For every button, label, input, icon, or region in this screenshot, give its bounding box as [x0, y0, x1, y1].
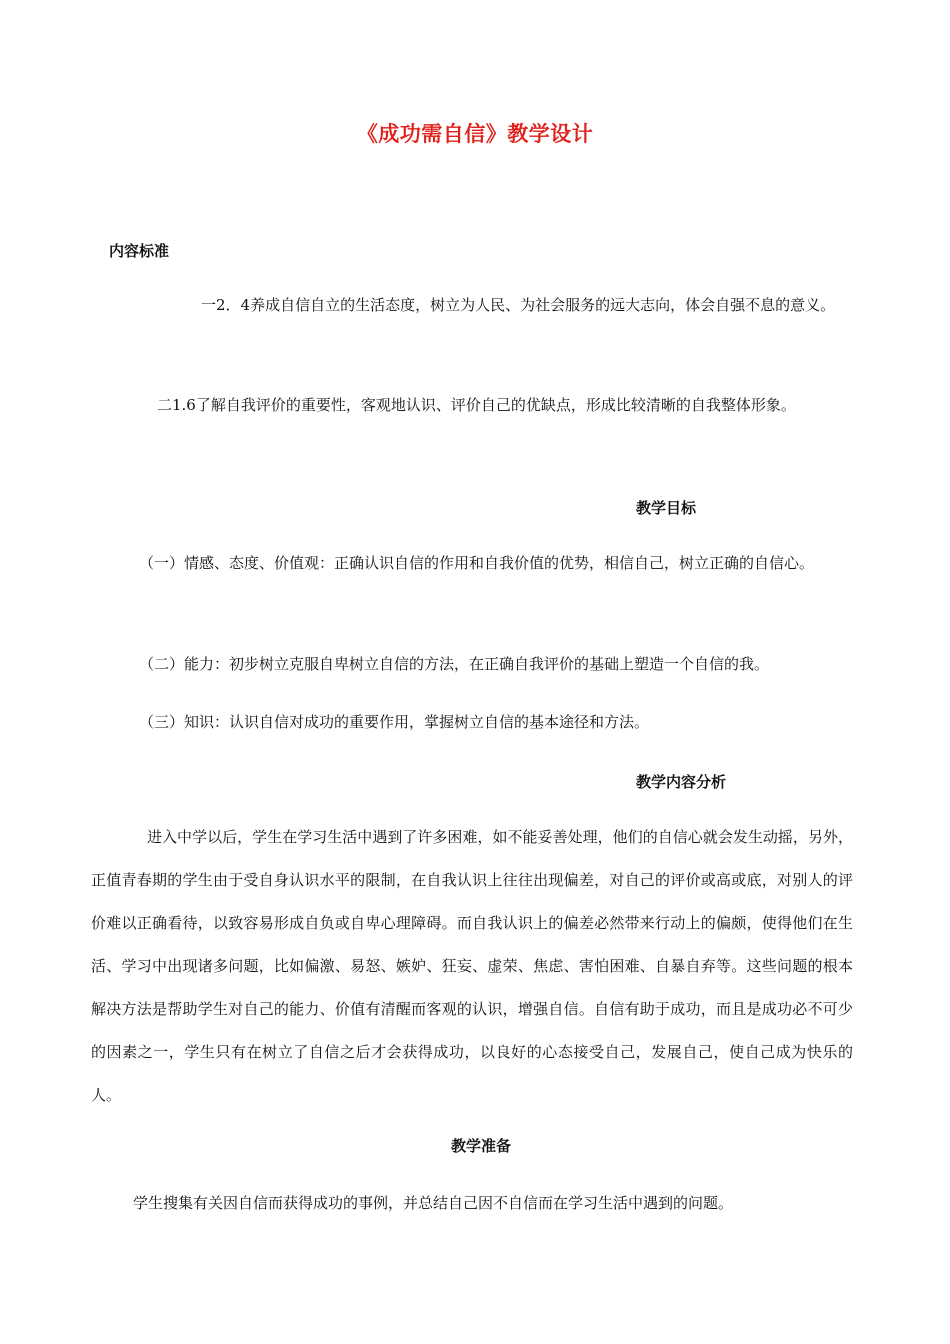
heading-preparation: 教学准备 — [451, 1137, 512, 1155]
goal-item-1: （一）情感、态度、价值观：正确认识自信的作用和自我价值的优势，相信自己，树立正确的自信心。 — [139, 554, 815, 572]
content-analysis-paragraph: 进入中学以后，学生在学习生活中遇到了许多困难，如不能妥善处理，他们的自信心就会发生动摇，另外，正值青春期的学生由于受自身认识水平的限制，在自我认识上往往出现偏差，对自己的评价或高或底，对别人的评价难以正确看待，以致容易形成自负或自卑心理障碍。而自我认识上的偏差必然带来行动上的偏颇，使得他们在生活、学习中出现诸多问题，比如偏激、易怒、嫉妒、狂妄、虚荣、焦虑、害怕困难、自暴自弃等。这些问题的根本解决方法是帮助学生对自己的能力、价值有清醒而客观的认识，增强自信。自信有助于成功，而且是成功必不可少的因素之一，学生只有在树立了自信之后才会获得成功，以良好的心态接受自己，发展自己，使自己成为快乐的人。 — [91, 828, 853, 1104]
heading-content-standard: 内容标准 — [109, 242, 170, 260]
document-title: 《成功需自信》教学设计 — [356, 122, 594, 146]
heading-content-analysis: 教学内容分析 — [636, 773, 727, 791]
preparation-paragraph: 学生搜集有关因自信而获得成功的事例，并总结自己因不自信而在学习生活中遇到的问题。 — [133, 1194, 734, 1212]
standard-item-1: 一2．4养成自信自立的生活态度，树立为人民、为社会服务的远大志向，体会自强不息的意义。 — [201, 296, 836, 314]
goal-item-3: （三）知识：认识自信对成功的重要作用，掌握树立自信的基本途径和方法。 — [139, 713, 650, 731]
goal-item-2: （二）能力：初步树立克服自卑树立自信的方法，在正确自我评价的基础上塑造一个自信的我。 — [139, 655, 770, 673]
standard-item-2: 二1.6了解自我评价的重要性，客观地认识、评价自己的优缺点，形成比较清晰的自我整体形象。 — [157, 396, 796, 414]
heading-teaching-goals: 教学目标 — [636, 499, 697, 517]
